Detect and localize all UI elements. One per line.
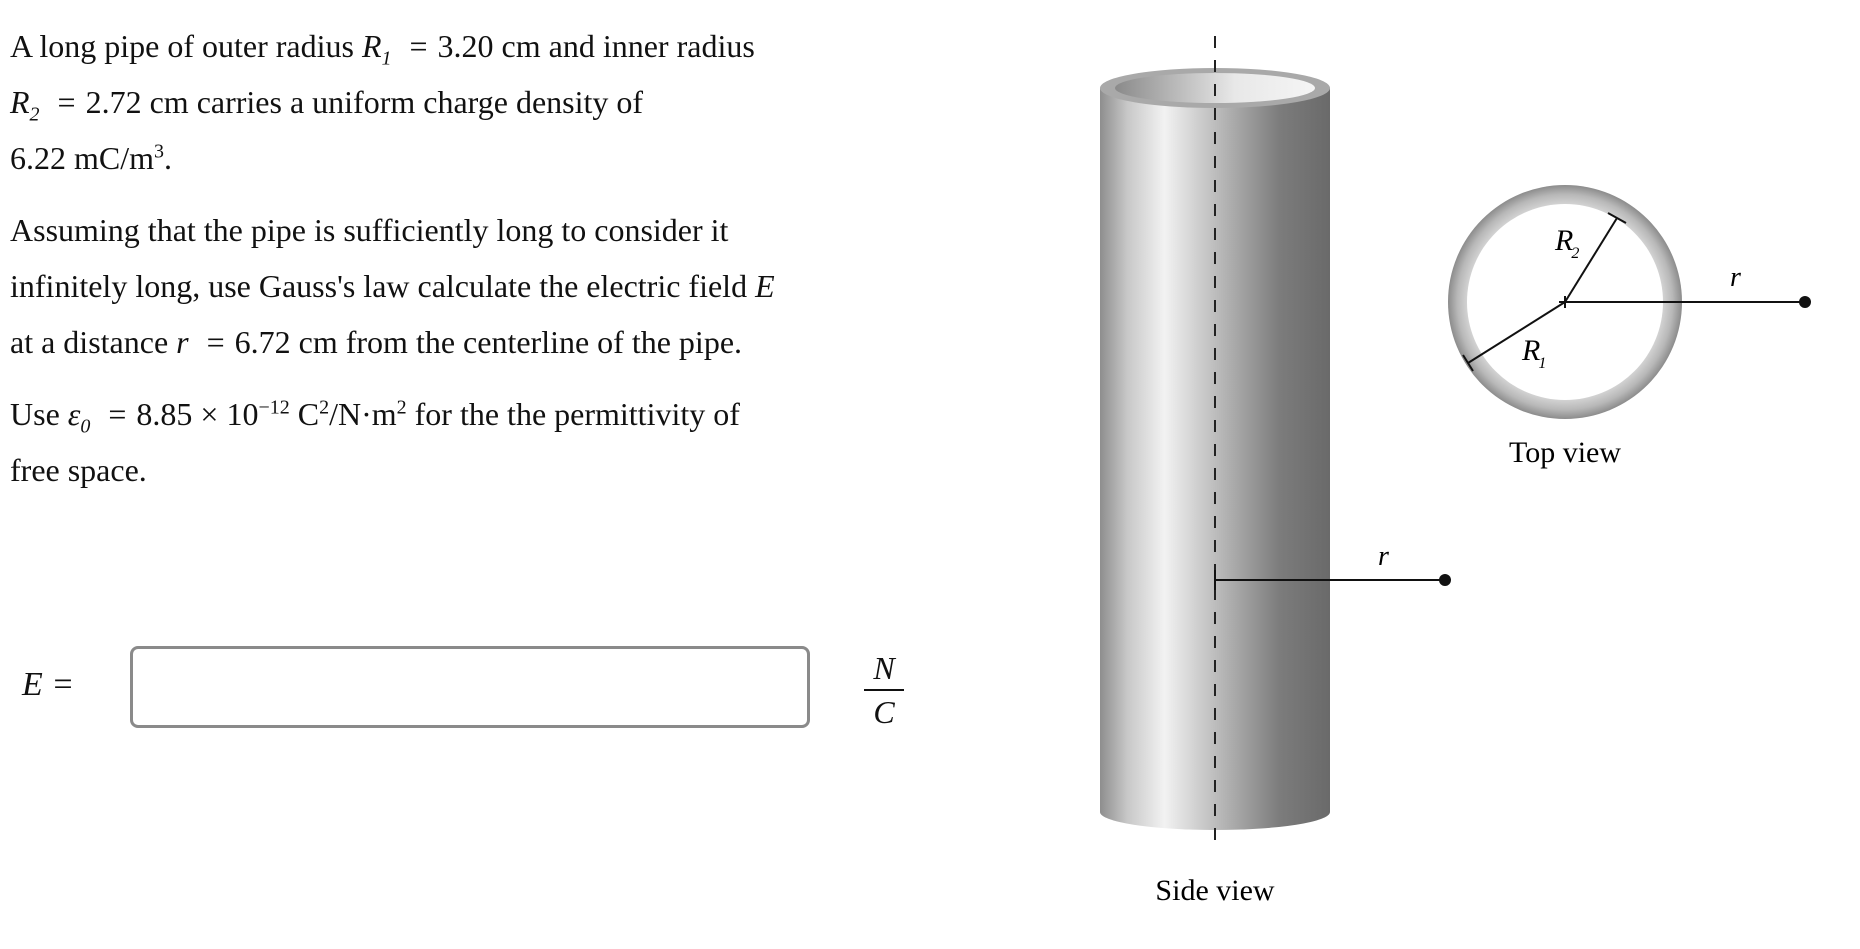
unit-numerator: N: [873, 650, 895, 686]
equals-sign: =: [57, 84, 76, 120]
field-symbol: E: [755, 268, 775, 304]
unit-fraction-bar: [864, 689, 904, 691]
equals-sign: =: [409, 28, 428, 64]
intro-text: A long pipe of outer radius: [10, 28, 354, 64]
side-r-point: [1439, 574, 1451, 586]
charge-density: 6.22 mC/m: [10, 140, 155, 176]
r1-symbol: $R_1$: [361, 28, 392, 70]
side-r-label: r: [1378, 541, 1389, 572]
r1-value: 3.20 cm and inner radius: [437, 28, 755, 64]
unit-denominator: C: [873, 694, 895, 730]
top-view-label: Top view: [1508, 436, 1622, 469]
density-exponent: 3: [154, 140, 165, 163]
pipe-diagram: [1080, 20, 1860, 920]
answer-row: [20, 646, 920, 732]
top-r-label: r: [1730, 262, 1741, 293]
r2-symbol: $R_2$: [10, 84, 40, 126]
r1-label: R1: [1522, 334, 1547, 372]
problem-statement: [10, 18, 890, 514]
top-r-point: [1799, 296, 1811, 308]
distance-value: 6.72 cm from the centerline of the pipe.: [234, 324, 743, 360]
answer-label: E =: [22, 666, 75, 703]
r2-value: 2.72 cm carries a uniform charge density of: [85, 84, 644, 120]
problem-paragraph-2: Assuming that the pipe is sufficiently long to consider it infinitely long, use Gauss's law calculate the electric field E at a distance r = 6.72 cm from the centerline of the pipe.: [10, 212, 775, 360]
r2-label: R2: [1555, 224, 1580, 262]
side-view-label: Side view: [1155, 874, 1275, 907]
answer-unit: [862, 650, 906, 730]
problem-paragraph-1: A long pipe of outer radius $R_1 = 3.20$ cm and inner radius $R_2 = 2.72$ cm carries a uniform charge density of 6.22 $mC/m^3$.: [10, 28, 755, 176]
r-symbol: r: [176, 324, 189, 360]
pipe-figure: [1080, 20, 1860, 925]
answer-input[interactable]: [130, 646, 810, 728]
permittivity-value: 8.85 × 10: [136, 396, 259, 432]
epsilon-symbol: $\varepsilon_0$: [67, 396, 91, 438]
problem-paragraph-3: Use $\varepsilon_0 = 8.85 \times 10^{-12}$ $C^2/N\cdot m^2$ for the the permittivity of free space.: [10, 396, 740, 488]
